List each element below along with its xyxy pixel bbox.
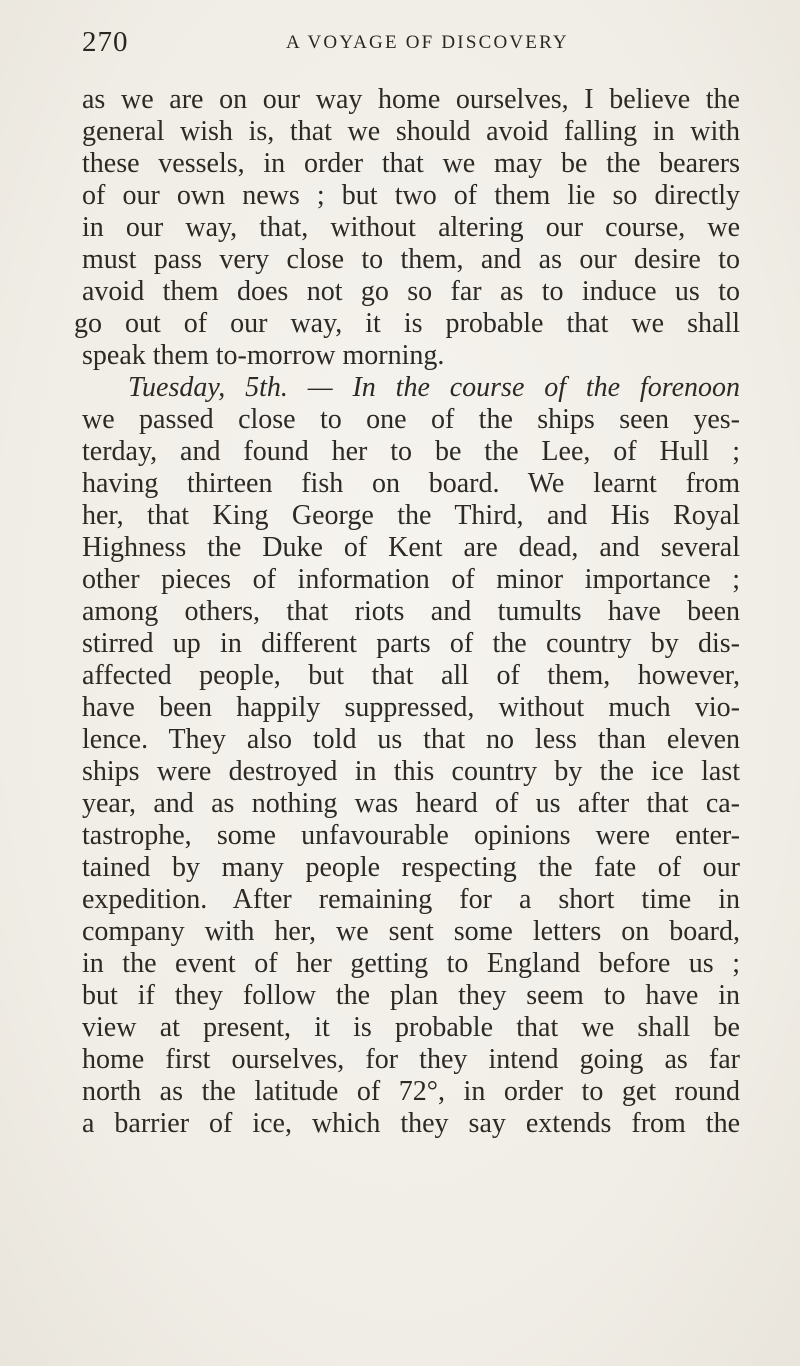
text-line: ships were destroyed in this country by the ice last [82,756,740,787]
running-title: A VOYAGE OF DISCOVERY [286,32,569,53]
text-line: lence. They also told us that no less than eleven [82,724,740,755]
text-line: among others, that riots and tumults have been [82,596,740,627]
text-line: as we are on our way home ourselves, I believe the [82,84,740,115]
text-line: tained by many people respecting the fate of our [82,852,740,883]
text-line: go out of our way, it is probable that we shall [74,308,740,339]
text-line: tastrophe, some unfavourable opinions were enter- [82,820,740,851]
text-line: view at present, it is probable that we shall be [82,1012,740,1043]
text-line: avoid them does not go so far as to induce us to [82,276,740,307]
running-head [0,26,800,66]
text-line: year, and as nothing was heard of us after that ca- [82,788,740,819]
text-line: company with her, we sent some letters on board, [82,916,740,947]
text-line: of our own news ; but two of them lie so directly [82,180,740,211]
page-number: 270 [82,26,129,58]
text-line: these vessels, in order that we may be the bearers [82,148,740,179]
text-line: terday, and found her to be the Lee, of Hull ; [82,436,740,467]
text-line: stirred up in different parts of the country by dis- [82,628,740,659]
date-heading: Tuesday, 5th. — In the course of the forenoon [128,372,740,403]
text-line: speak them to-morrow morning. [82,340,445,371]
text-line: general wish is, that we should avoid falling in with [82,116,740,147]
text-line: a barrier of ice, which they say extends from the [82,1108,740,1139]
text-line: her, that King George the Third, and His Royal [82,500,740,531]
text-line: in the event of her getting to England before us ; [82,948,740,979]
text-line: expedition. After remaining for a short time in [82,884,740,915]
body-text [74,84,740,1140]
text-line: we passed close to one of the ships seen yes- [82,404,740,435]
text-line: affected people, but that all of them, however, [82,660,740,691]
text-line: north as the latitude of 72°, in order to get round [82,1076,740,1107]
text-line: having thirteen fish on board. We learnt from [82,468,740,499]
paragraph-opening-line [82,372,740,404]
text-line: in our way, that, without altering our course, we [82,212,740,243]
text-line: Highness the Duke of Kent are dead, and several [82,532,740,563]
text-line: other pieces of information of minor importance ; [82,564,740,595]
text-line: home first ourselves, for they intend going as far [82,1044,740,1075]
text-line: but if they follow the plan they seem to have in [82,980,740,1011]
text-line: must pass very close to them, and as our desire to [82,244,740,275]
text-line: have been happily suppressed, without much vio- [82,692,740,723]
